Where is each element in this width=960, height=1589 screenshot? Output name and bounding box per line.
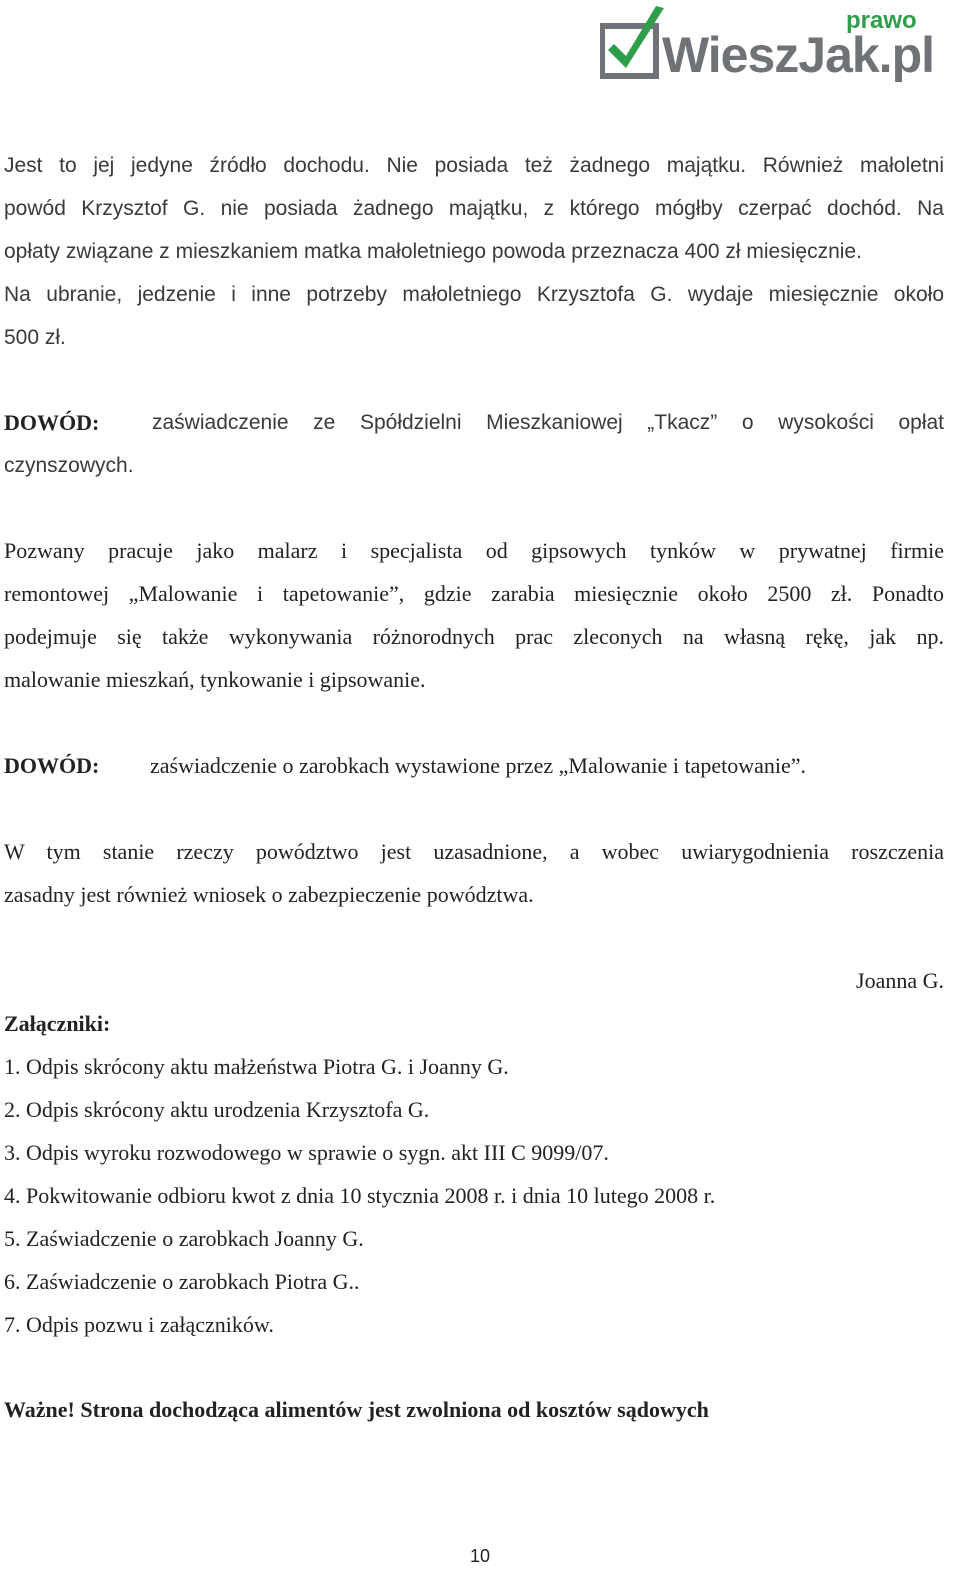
signature: Joanna G. bbox=[856, 968, 944, 993]
attachment-item-3: 3. Odpis wyroku rozwodowego w sprawie o sygn. akt III C 9099/07. bbox=[4, 1140, 609, 1165]
attachment-item-4: 4. Pokwitowanie odbioru kwot z dnia 10 stycznia 2008 r. i dnia 10 lutego 2008 r. bbox=[4, 1183, 716, 1208]
paragraph2-line-2: remontowej „Malowanie i tapetowanie”, gdzie zarabia miesięcznie około 2500 zł. Ponadto bbox=[4, 581, 944, 606]
fee-exemption-notice: Ważne! Strona dochodząca alimentów jest zwolniona od kosztów sądowych bbox=[4, 1397, 709, 1422]
paragraph3-line-1: W tym stanie rzeczy powództwo jest uzasadnione, a wobec uwiarygodnienia roszczenia bbox=[4, 839, 944, 864]
evidence1-label: DOWÓD: bbox=[4, 410, 100, 435]
paragraph2-line-1: Pozwany pracuje jako malarz i specjalista od gipsowych tynków w prywatnej firmie bbox=[4, 538, 944, 563]
evidence2-row bbox=[4, 752, 944, 780]
attachment-item-6: 6. Zaświadczenie o zarobkach Piotra G.. bbox=[4, 1269, 360, 1294]
attachment-item-7: 7. Odpis pozwu i załączników. bbox=[4, 1312, 274, 1337]
evidence2-label: DOWÓD: bbox=[4, 753, 100, 778]
paragraph1-line-1: Jest to jej jedyne źródło dochodu. Nie posiada też żadnego majątku. Również małoletni bbox=[4, 154, 944, 177]
paragraph2-line-4: malowanie mieszkań, tynkowanie i gipsowanie. bbox=[4, 667, 426, 692]
evidence1-text: zaświadczenie ze Spółdzielni Mieszkaniowej „Tkacz” o wysokości opłat bbox=[152, 411, 944, 434]
attachment-item-1: 1. Odpis skrócony aktu małżeństwa Piotra G. i Joanny G. bbox=[4, 1054, 509, 1079]
evidence1-text-cont: czynszowych. bbox=[4, 454, 134, 477]
paragraph1-line-4: Na ubranie, jedzenie i inne potrzeby małoletniego Krzysztofa G. wydaje miesięcznie około bbox=[4, 283, 944, 306]
paragraph1-line-5: 500 zł. bbox=[4, 326, 66, 349]
paragraph3-line-2: zasadny jest również wniosek o zabezpieczenie powództwa. bbox=[4, 882, 534, 907]
attachment-item-2: 2. Odpis skrócony aktu urodzenia Krzysztofa G. bbox=[4, 1097, 430, 1122]
logo-small-text: prawo bbox=[846, 7, 917, 34]
paragraph2-line-3: podejmuje się także wykonywania różnorodnych prac zleconych na własną rękę, jak np. bbox=[4, 624, 944, 649]
evidence2-text: zaświadczenie o zarobkach wystawione przez „Malowanie i tapetowanie”. bbox=[150, 753, 807, 778]
paragraph1-line-2: powód Krzysztof G. nie posiada żadnego majątku, z którego mógłby czerpać dochód. Na bbox=[4, 197, 944, 220]
logo-main-text: WieszJak.pl bbox=[662, 27, 935, 82]
paragraph1-line-3: opłaty związane z mieszkaniem matka małoletniego powoda przeznacza 400 zł miesięcznie. bbox=[4, 240, 862, 263]
attachment-item-5: 5. Zaświadczenie o zarobkach Joanny G. bbox=[4, 1226, 364, 1251]
logo-graphic bbox=[600, 6, 950, 82]
evidence1-row bbox=[4, 409, 944, 437]
attachments-title: Załączniki: bbox=[4, 1011, 111, 1036]
page-number: 10 bbox=[469, 1546, 491, 1566]
wieszjak-logo bbox=[600, 6, 950, 82]
